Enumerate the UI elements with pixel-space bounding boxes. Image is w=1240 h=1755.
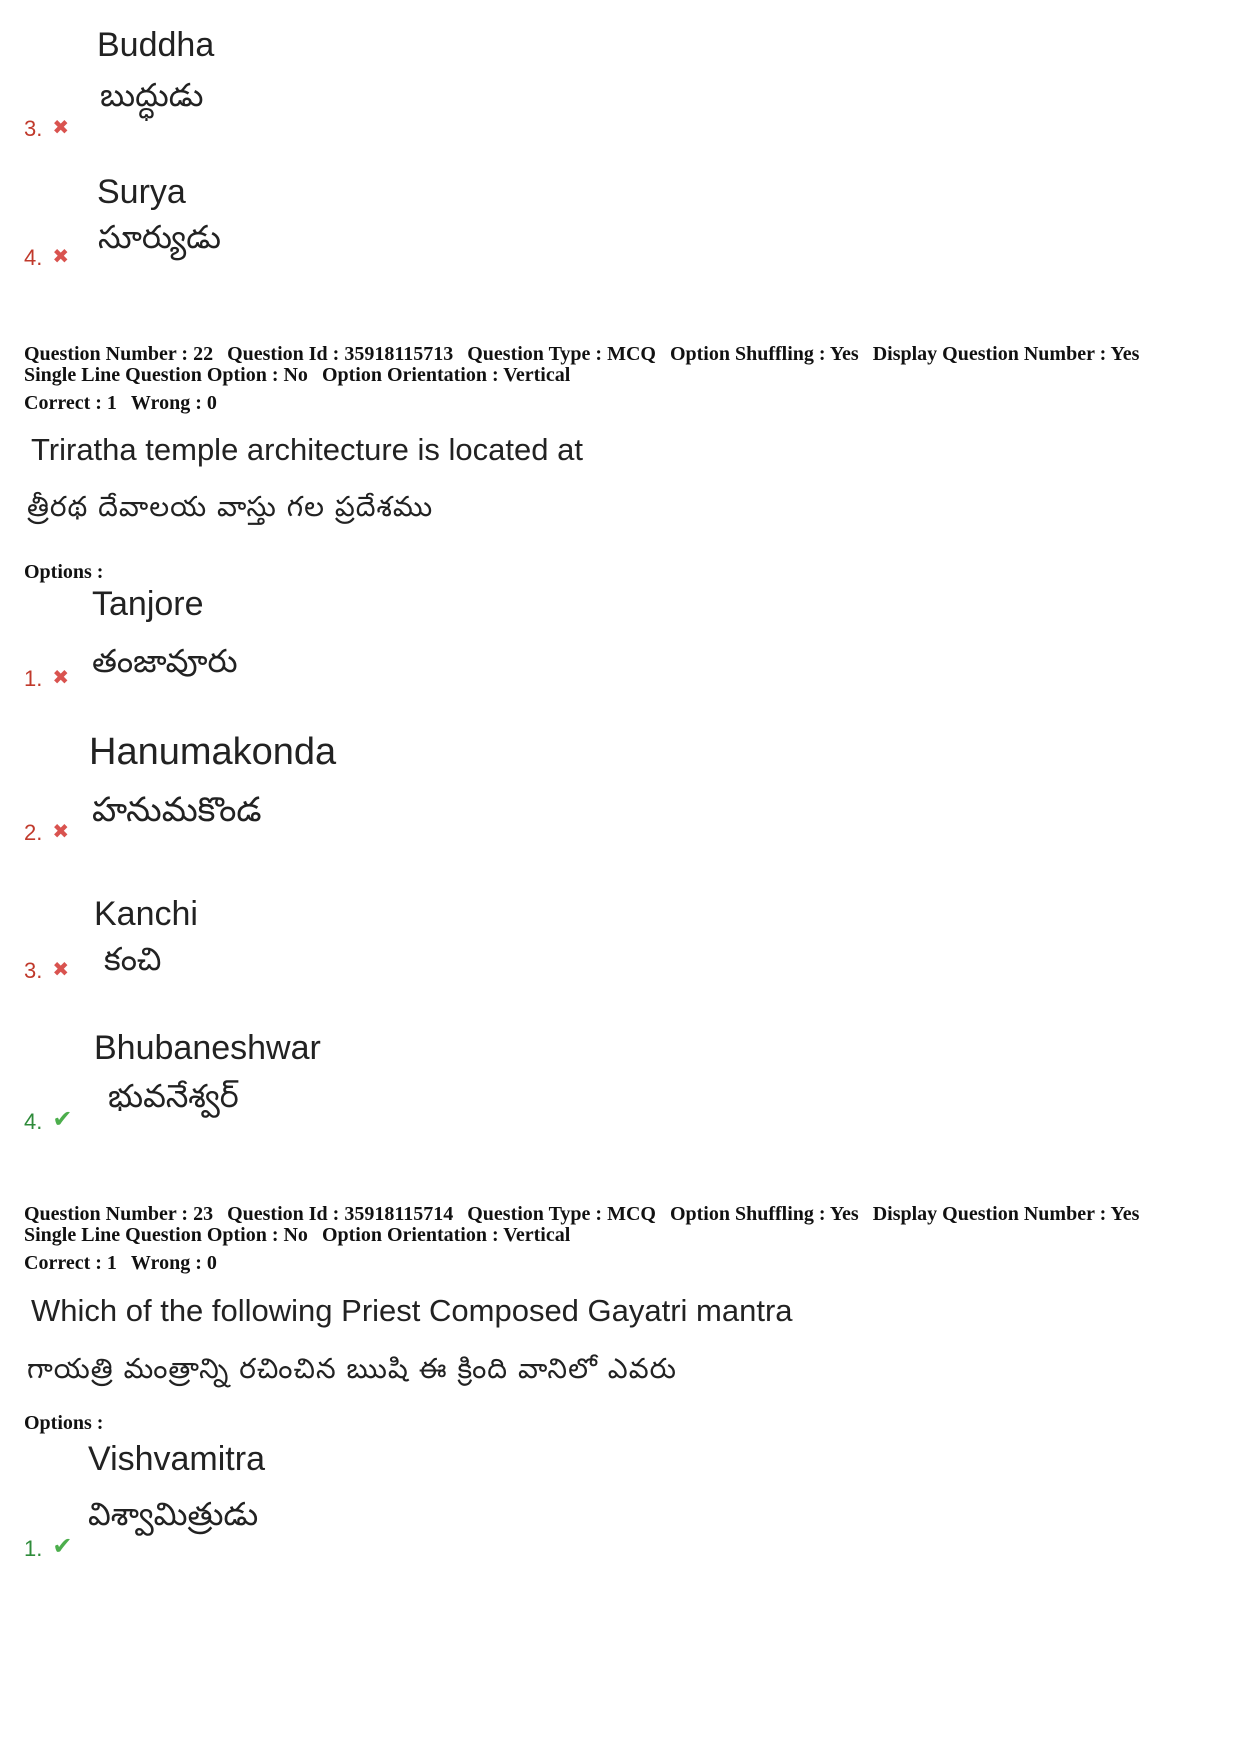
marks-wrong: Wrong : 0: [130, 392, 217, 414]
meta-orientation: Option Orientation : Vertical: [321, 364, 571, 386]
meta-question-id: Question Id : 35918115713: [227, 343, 454, 365]
cross-icon: ✖: [52, 117, 70, 139]
option-en-bhubaneshwar: Bhubaneshwar: [94, 1029, 321, 1067]
question-marks: [24, 1253, 231, 1274]
option-number-label: 2.: [24, 820, 43, 845]
meta-single-line: Single Line Question Option : No: [24, 1224, 308, 1246]
meta-question-number: Question Number : 22: [24, 343, 214, 365]
option-te-buddha: బుద్ధుడు: [100, 76, 204, 114]
question-meta-line1: [24, 1204, 1153, 1225]
option-number-1: [24, 665, 69, 692]
option-number-4: [24, 244, 69, 271]
meta-question-number: Question Number : 23: [24, 1203, 214, 1225]
option-en-hanumakonda: Hanumakonda: [89, 731, 337, 773]
meta-question-type: Question Type : MCQ: [467, 343, 656, 365]
meta-option-shuffling: Option Shuffling : Yes: [669, 343, 859, 365]
question-text-en: Triratha temple architecture is located at: [31, 432, 583, 467]
check-icon: ✔: [52, 1106, 73, 1133]
option-number-2: [24, 819, 69, 846]
option-en-vishvamitra: Vishvamitra: [88, 1440, 265, 1478]
option-te-vishvamitra: విశ్వామిత్రుడు: [88, 1495, 259, 1533]
option-number-label: 1.: [24, 1536, 43, 1561]
cross-icon: ✖: [52, 667, 70, 689]
cross-icon: ✖: [52, 246, 70, 268]
question-meta-line2: [24, 365, 584, 386]
option-en-surya: Surya: [97, 173, 186, 211]
option-number-label: 1.: [24, 666, 43, 691]
cross-icon: ✖: [52, 959, 70, 981]
option-number-3: [24, 115, 69, 142]
option-number-1: [24, 1532, 72, 1562]
marks-correct: Correct : 1: [24, 392, 117, 414]
meta-question-id: Question Id : 35918115714: [227, 1203, 454, 1225]
question-text-en: Which of the following Priest Composed Gayatri mantra: [31, 1293, 793, 1328]
meta-question-type: Question Type : MCQ: [467, 1203, 656, 1225]
meta-orientation: Option Orientation : Vertical: [321, 1224, 571, 1246]
option-number-label: 4.: [24, 245, 43, 270]
option-te-kanchi: కంచి: [104, 940, 162, 978]
check-icon: ✔: [52, 1533, 73, 1560]
options-label: Options :: [24, 561, 104, 583]
option-te-tanjore: తంజావూరు: [92, 642, 238, 680]
meta-single-line: Single Line Question Option : No: [24, 364, 308, 386]
question-text-te: గాయత్రి మంత్రాన్ని రచించిన ఋషి ఈ క్రింది వానిలో ఎవరు: [27, 1352, 677, 1385]
question-meta-line2: [24, 1225, 584, 1246]
option-number-label: 4.: [24, 1109, 43, 1134]
question-meta-line1: [24, 344, 1153, 365]
marks-correct: Correct : 1: [24, 1252, 117, 1274]
option-en-kanchi: Kanchi: [94, 895, 198, 933]
option-number-4: [24, 1105, 72, 1135]
option-number-3: [24, 957, 69, 984]
option-en-buddha: Buddha: [97, 26, 215, 64]
meta-display-number: Display Question Number : Yes: [872, 343, 1140, 365]
option-number-label: 3.: [24, 958, 43, 983]
meta-display-number: Display Question Number : Yes: [872, 1203, 1140, 1225]
cross-icon: ✖: [52, 821, 70, 843]
question-marks: [24, 393, 231, 414]
meta-option-shuffling: Option Shuffling : Yes: [669, 1203, 859, 1225]
option-te-surya: సూర్యుడు: [98, 218, 221, 256]
marks-wrong: Wrong : 0: [130, 1252, 217, 1274]
option-te-hanumakonda: హనుమకొండ: [92, 790, 262, 830]
option-en-tanjore: Tanjore: [92, 585, 204, 623]
option-te-bhubaneshwar: భువనేశ్వర్: [108, 1077, 239, 1115]
question-text-te: త్రీరథ దేవాలయ వాస్తు గల ప్రదేశము: [27, 490, 434, 523]
option-number-label: 3.: [24, 116, 43, 141]
options-label: Options :: [24, 1412, 104, 1434]
